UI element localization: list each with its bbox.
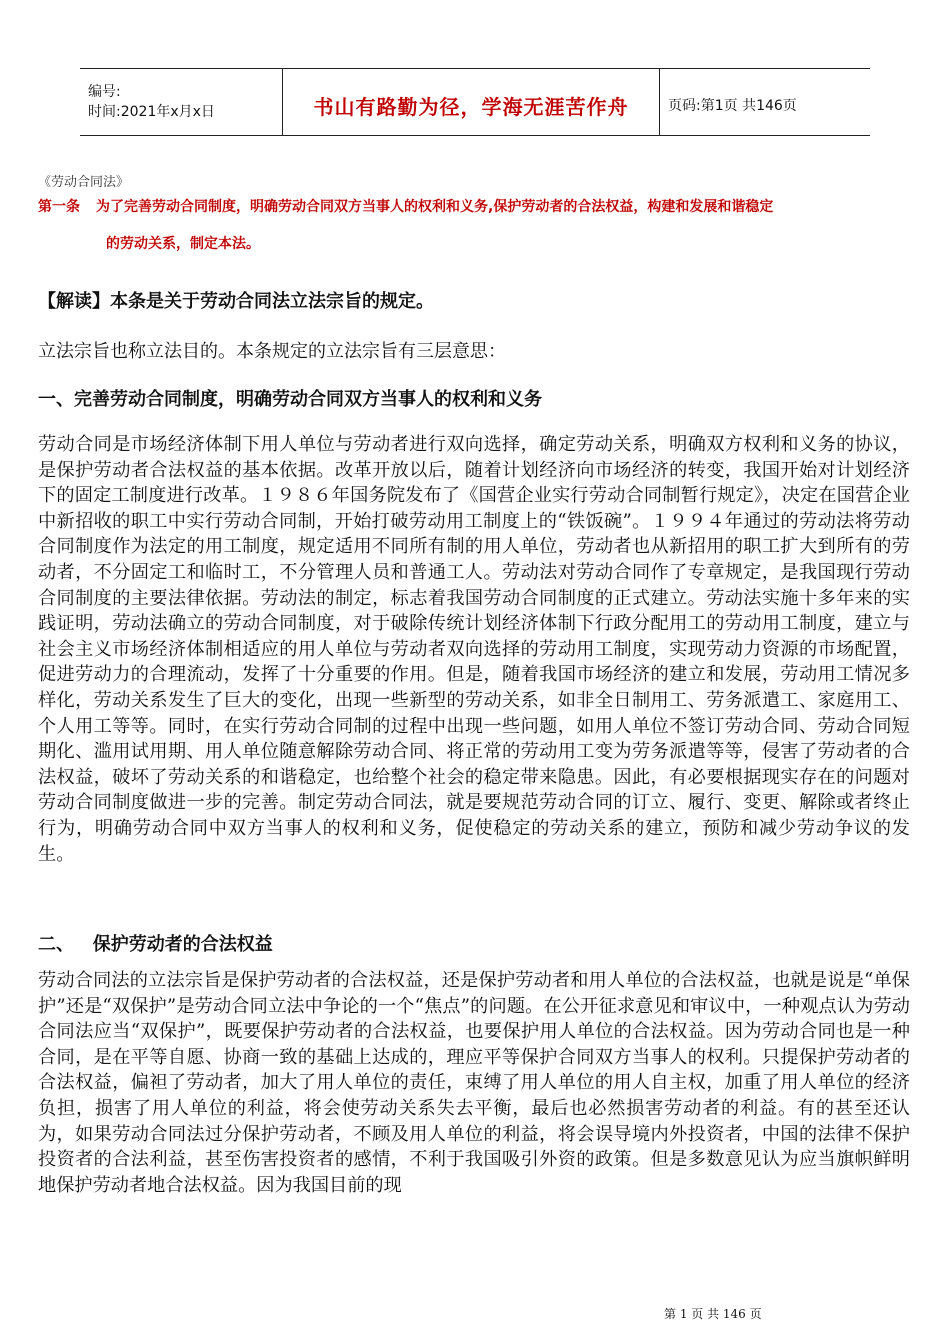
intro-paragraph: 立法宗旨也称立法目的。本条规定的立法宗旨有三层意思：	[38, 341, 506, 362]
law-title: 《劳动合同法》	[38, 175, 130, 190]
section-two-body: 劳动合同法的立法宗旨是保护劳动者的合法权益，还是保护劳动者和用人单位的合法权益，也就是说是“单保护”还是“双保护”是劳动合同立法中争论的一个“焦点”的问题。在公开征求意见和审议中，一种观点认为劳动合同法应当“双保护”，既要保护劳动者的合法权益，也要保护用人单位的合法权益。因为劳动合同也是一种合同，是在平等自愿、协商一致的基础上达成的，理应平等保护合同双方当事人的权利。只提保护劳动者的合法权益，偏袒了劳动者，加大了用人单位的责任，束缚了用人单位的用人自主权，加重了用人单位的经济负担，损害了用人单位的利益，将会使劳动关系失去平衡，最后也必然损害劳动者的利益。有的甚至还认为，如果劳动合同法过分保护劳动者，不顾及用人单位的利益，将会误导境内外投资者，中国的法律不保护投资者的合法利益，甚至伤害投资者的感情，不利于我国吸引外资的政策。但是多数意见认为应当旗帜鲜明地保护劳动者地合法权益。因为我国目前的现	[38, 970, 910, 1196]
page-footer: 第 1 页 共 146 页	[664, 1307, 762, 1321]
article-text-line1: 为了完善劳动合同制度，明确劳动合同双方当事人的权利和义务,保护劳动者的合法权益，构建和发展和谐稳定	[96, 199, 774, 215]
section-one-body: 劳动合同是市场经济体制下用人单位与劳动者进行双向选择，确定劳动关系，明确双方权利和义务的协议，是保护劳动者合法权益的基本依据。改革开放以后，随着计划经济向市场经济的转变，我国开始对计划经济下的固定工制度进行改革。１９８６年国务院发布了《国营企业实行劳动合同制暂行规定》，决定在国营企业中新招收的职工中实行劳动合同制，开始打破劳动用工制度上的“铁饭碗”。１９９４年通过的劳动法将劳动合同制度作为法定的用工制度，规定适用不同所有制的用人单位，劳动者也从新招用的职工扩大到所有的劳动者，不分固定工和临时工，不分管理人员和普通工人。劳动法对劳动合同作了专章规定，是我国现行劳动合同制度的主要法律依据。劳动法的制定，标志着我国劳动合同制度的正式建立。劳动法实施十多年来的实践证明，劳动法确立的劳动合同制度，对于破除传统计划经济体制下行政分配用工的劳动用工制度，建立与社会主义市场经济体制相适应的用人单位与劳动者双向选择的劳动用工制度，实现劳动力资源的市场配置，促进劳动力的合理流动，发挥了十分重要的作用。但是，随着我国市场经济的建立和发展，劳动用工情况多样化，劳动关系发生了巨大的变化，出现一些新型的劳动关系，如非全日制用工、劳务派遣工、家庭用工、个人用工等等。同时，在实行劳动合同制的过程中出现一些问题，如用人单位不签订劳动合同、劳动合同短期化、滥用试用期、用人单位随意解除劳动合同、将正常的劳动用工变为劳务派遣等等，侵害了劳动者的合法权益，破坏了劳动关系的和谐稳定，也给整个社会的稳定带来隐患。因此，有必要根据现实存在的问题对劳动合同制度做进一步的完善。制定劳动合同法，就是要规范劳动合同的订立、履行、变更、解除或者终止行为，明确劳动合同中双方当事人的权利和义务，促使稳定的劳动关系的建立，预防和减少劳动争议的发生。	[38, 434, 910, 865]
article-number: 第一条	[38, 199, 80, 215]
motto-text: 书山有路勤为径，学海无涯苦作舟	[313, 94, 629, 119]
page-code-text: 页码:第1页 共146页	[668, 98, 797, 114]
reading-heading: 【解读】本条是关于劳动合同法立法宗旨的规定。	[38, 291, 434, 312]
document-time-label: 时间:2021年x月x日	[88, 104, 215, 120]
header-page-code	[660, 69, 870, 135]
header-meta	[80, 69, 282, 135]
article-text-line2: 的劳动关系，制定本法。	[106, 236, 260, 252]
header-motto	[282, 69, 660, 135]
section-two-heading: 二、 保护劳动者的合法权益	[38, 934, 273, 955]
document-number-label: 编号:	[88, 84, 121, 100]
section-one-heading: 一、完善劳动合同制度，明确劳动合同双方当事人的权利和义务	[38, 389, 542, 410]
page-header	[80, 68, 870, 136]
